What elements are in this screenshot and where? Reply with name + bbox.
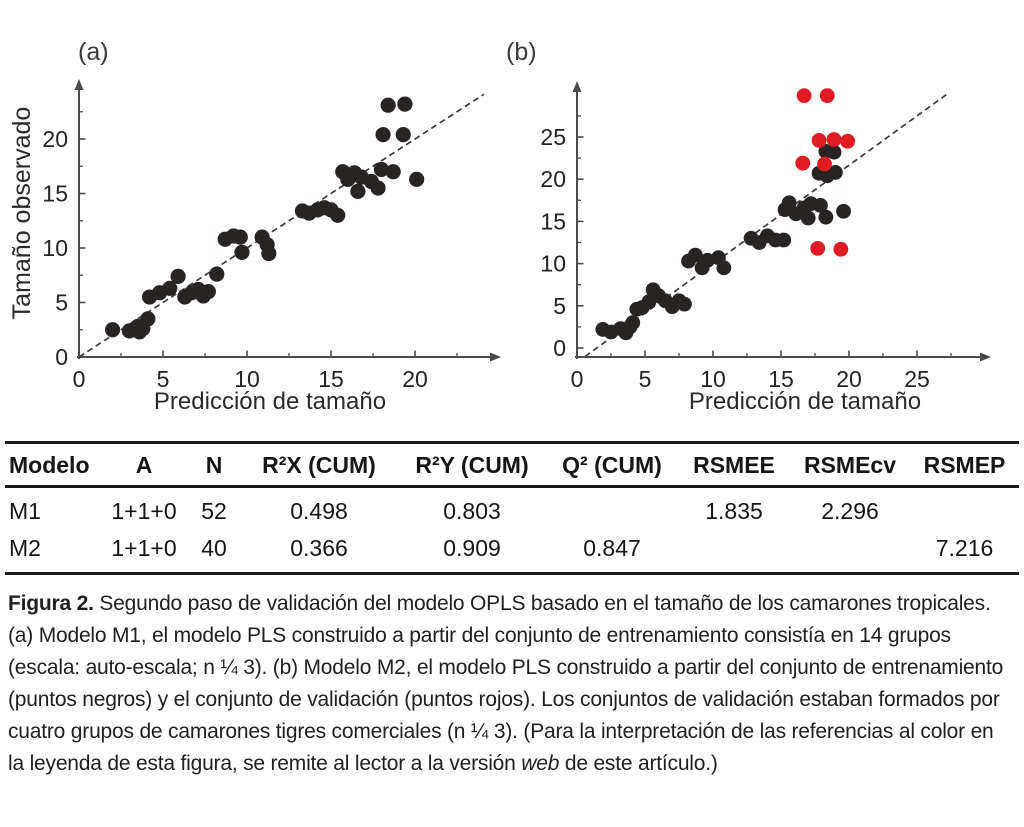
table-header-cell: RSMEE (678, 443, 790, 487)
table-cell: 7.216 (935, 535, 994, 561)
table-cell: M2 (9, 535, 41, 561)
x-axis (575, 353, 991, 362)
table-row (5, 529, 1019, 574)
table-cell: 1.835 (705, 498, 763, 524)
table-cell (546, 487, 678, 530)
data-point (132, 324, 147, 339)
table-cell: 0.498 (290, 498, 348, 524)
table-cell: 0.909 (443, 535, 501, 561)
caption-label: Figura 2. (8, 592, 94, 615)
data-point (795, 156, 810, 171)
data-point (827, 132, 842, 147)
table-header-cell: Modelo (5, 443, 100, 487)
y-tick-label: 15 (540, 208, 566, 235)
panel-a-label: (a) (78, 38, 109, 66)
table-header-cell: R²Y (CUM) (398, 443, 546, 487)
table-header-cell: R²X (CUM) (240, 443, 398, 487)
data-point (330, 208, 345, 223)
data-point (776, 233, 791, 248)
y-tick-label: 10 (540, 250, 566, 277)
x-tick-label: 20 (402, 366, 428, 392)
y-axis (75, 79, 84, 359)
table-header-cell: RSMEcv (790, 443, 910, 487)
y-tick-label: 0 (553, 335, 566, 361)
data-point (381, 98, 396, 113)
caption-tail: de este artículo.) (559, 752, 718, 775)
x-tick-label: 0 (72, 366, 86, 392)
data-point (810, 241, 825, 256)
table-cell: M1 (9, 498, 41, 524)
series-training-black (595, 144, 851, 340)
x-tick-label: 10 (234, 366, 260, 392)
data-point (171, 269, 186, 284)
results-table (5, 441, 1019, 575)
y-tick-label: 5 (553, 292, 566, 319)
table-cell: 0.366 (290, 535, 348, 561)
y-axis (573, 81, 582, 359)
data-point (396, 127, 411, 142)
data-point (375, 127, 390, 142)
table-cell: 1+1+0 (111, 535, 177, 561)
data-point (140, 311, 155, 326)
data-point (397, 97, 412, 112)
data-point (409, 172, 424, 187)
series-training-black (105, 97, 424, 340)
table-header-row (5, 443, 1019, 487)
x-axis-arrow (490, 353, 501, 362)
y-tick-label: 20 (42, 126, 68, 152)
tick-labels (42, 126, 427, 392)
table-cell: 0.803 (443, 498, 501, 524)
caption-body: Segundo paso de validación del modelo OPLS basado en el tamaño de los camarones tropicales. (a) Modelo M1, el modelo PLS construido a partir del conjunto de entrenamiento consistía en 14 grupos (escala: auto-escala; n ¼ 3). (b) Modelo M2, el modelo PLS construido a partir del conjunto de entrenamiento (puntos negros) y el conjunto de validación (puntos rojos). Los conjuntos de validación estaban formados por cuatro grupos de camarones tigres comerciales (n ¼ 3). (Para la interpretación de las referencias al color en la leyenda de esta figura, se remite al lector a la versión (8, 592, 1004, 775)
data-point (201, 284, 216, 299)
y-tick-label: 20 (540, 166, 566, 193)
table-cell: 52 (201, 498, 227, 524)
table-header-cell: N (188, 443, 240, 487)
y-axis-arrow (573, 81, 582, 92)
caption-italic-web: web (521, 752, 560, 775)
data-point (820, 88, 835, 103)
table-cell: 1+1+0 (111, 498, 177, 524)
x-tick-label: 10 (700, 366, 726, 392)
data-point (836, 204, 851, 219)
table-cell (678, 529, 790, 574)
data-point (625, 315, 640, 330)
table-header-cell: A (100, 443, 188, 487)
x-tick-label: 5 (638, 366, 652, 392)
table-cell (910, 487, 1019, 530)
data-point (812, 133, 827, 148)
tick-labels (540, 124, 929, 392)
table-cell: 0.847 (583, 535, 641, 561)
data-point (386, 164, 401, 179)
y-tick-label: 15 (42, 180, 68, 207)
data-point (801, 211, 816, 226)
data-point (677, 297, 692, 312)
x-tick-label: 20 (836, 366, 862, 392)
data-point (827, 145, 842, 160)
x-tick-label: 15 (768, 366, 794, 392)
table-row (5, 487, 1019, 530)
data-point (716, 260, 731, 275)
identity-line (79, 94, 484, 357)
x-tick-label: 0 (570, 366, 584, 392)
identity-line (585, 92, 949, 356)
scatter-plot-b (535, 70, 1024, 400)
x-axis-title-a: Predicción de tamaño (153, 388, 387, 415)
scatter-plot-a (20, 70, 525, 400)
x-axis-arrow (980, 353, 991, 362)
panel-b-label: (b) (506, 38, 537, 66)
data-point (350, 184, 365, 199)
y-tick-label: 0 (55, 344, 68, 370)
data-point (233, 230, 248, 245)
data-point (818, 210, 833, 225)
y-axis-title-a: Tamaño observado (8, 106, 36, 320)
y-axis-arrow (75, 79, 84, 90)
data-point (817, 157, 832, 172)
data-point (261, 246, 276, 261)
data-point (370, 180, 385, 195)
data-point (105, 322, 120, 337)
data-point (797, 88, 812, 103)
y-tick-label: 25 (540, 124, 566, 150)
y-tick-label: 10 (42, 235, 68, 261)
table-header-cell: Q² (CUM) (546, 443, 678, 487)
table-cell: 40 (201, 535, 227, 561)
data-point (209, 267, 224, 282)
data-point (840, 134, 855, 149)
x-axis-title-b: Predicción de tamaño (688, 388, 922, 415)
x-tick-label: 15 (318, 366, 344, 392)
y-tick-label: 5 (55, 289, 68, 316)
data-point (234, 245, 249, 260)
table-cell: 2.296 (821, 498, 879, 524)
table-header-cell: RSMEP (910, 443, 1019, 487)
data-point (833, 242, 848, 257)
figure-caption (8, 588, 1010, 780)
x-tick-label: 25 (904, 366, 930, 392)
table-cell (790, 529, 910, 574)
x-tick-label: 5 (156, 366, 170, 392)
